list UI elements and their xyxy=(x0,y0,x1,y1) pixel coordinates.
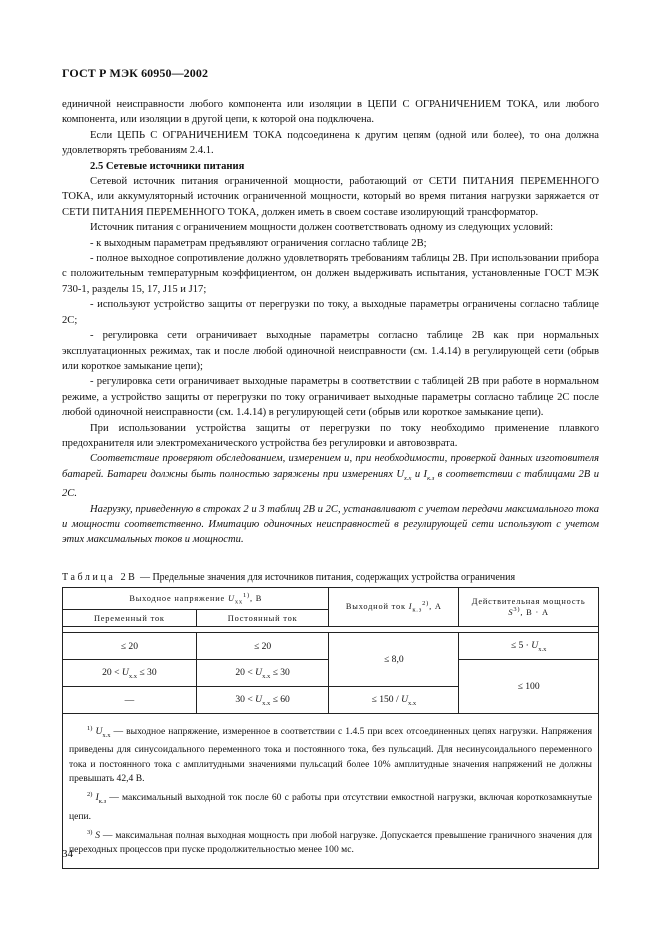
footnote-number: 3) xyxy=(87,828,93,836)
symbol: U xyxy=(121,666,129,678)
subscript: хх xyxy=(234,598,243,606)
subscript: х.х xyxy=(408,699,417,707)
symbol: U xyxy=(396,468,404,480)
cell-dc: ≤ 20 xyxy=(196,633,329,660)
header-voltage xyxy=(63,588,329,610)
footnote-ref: 1) xyxy=(242,591,250,599)
cell-text: ≤ 30 xyxy=(136,666,157,678)
footnote-text: — максимальная полная выходная мощность при любой нагрузке. Допускается превышение граничного значения для переходных процессов при пуске продолжительностью менее 100 мс. xyxy=(69,830,592,856)
cell-text: ≤ 60 xyxy=(270,693,290,705)
section-heading: 2.5 Сетевые источники питания xyxy=(90,160,245,172)
list-item: - регулировка сети ограничивает выходные параметры согласно таблице 2В как при нормальных эксплуатационных режимах, так и после любой одиночной неисправности (см. 1.4.14) в регулирующей сети (обрыв или короткое замыкание цепи); xyxy=(62,330,599,372)
footnote xyxy=(69,826,592,858)
cell-text: 20 < xyxy=(235,666,256,678)
symbol: I xyxy=(95,792,99,804)
header-text: Действительная мощность xyxy=(471,597,586,607)
subscript: к.з xyxy=(412,606,423,614)
body-text xyxy=(62,97,599,548)
symbol: U xyxy=(227,593,235,603)
cell-ac xyxy=(63,660,197,687)
table-notes-row xyxy=(63,714,599,869)
cell-ac: — xyxy=(63,687,197,714)
symbol: I xyxy=(423,468,428,480)
symbol: U xyxy=(255,666,263,678)
list-item: - регулировка сети ограничивает выходные параметры в соответствии с таблицей 2В при работе в нормальном режиме, а устройство защиты от перегрузки по току ограничивает выходные параметры согласно таблице 2С после любой одиночной неисправности (см. 1.4.14) в регулирующей сети (обрыв или короткое замыкание цепи). xyxy=(62,376,599,419)
footnote-ref: 3) xyxy=(513,606,521,614)
cell-text: ≤ 5 · xyxy=(510,639,532,651)
text-run: Соответствие проверяют обследованием, измерением и, при необходимости, проверкой данных изготовителя батарей. Батареи должны быть полностью заряжены при измерениях xyxy=(62,453,599,480)
paragraph: При использовании устройства защиты от перегрузки по току необходимо применение плавкого предохранителя или электромеханического устройства без регулировки и автовозврата. xyxy=(62,422,599,449)
paragraph: Сетевой источник питания ограниченной мощности, работающий от СЕТИ ПИТАНИЯ ПЕРЕМЕННОГО ТОКА, или аккумуляторный источник ограниченной мощности, который во время питания нагрузки заряжается от СЕТИ ПИТАНИЯ ПЕРЕМЕННОГО ТОКА, должен иметь в своем составе изолирующий трансформатор. xyxy=(62,176,599,218)
unit: , А xyxy=(429,602,442,612)
subscript: х.х xyxy=(262,699,271,707)
subscript: х.х xyxy=(538,645,547,653)
cell-dc xyxy=(196,687,329,714)
paragraph: Источник питания с ограничением мощности должен соответствовать одному из следующих условий: xyxy=(90,222,554,234)
cell-text: ≤ 30 xyxy=(270,666,290,678)
symbol: U xyxy=(531,639,539,651)
subscript: х.х xyxy=(102,732,111,740)
compliance-paragraph: Нагрузку, приведенную в строках 2 и 3 таблиц 2В и 2С, устанавливают с учетом передачи максимального тока и мощности соответственно. Имитацию одиночных неисправностей в регулирующей сети используют с учетом этих максимальных токов и мощности. xyxy=(62,503,599,546)
footnote-text: — выходное напряжение, измеренное в соответствии с 1.4.5 при всех отсоединенных цепях нагрузки. Напряжения приведены для синусоидального переменного тока и постоянного тока, без пульсаций. Для несинусоидального переменного тока и постоянного тока с амплитудными значениями пульсаций более 10% амплитудные значения напряжений не должны превышать 42,4 В. xyxy=(69,726,592,784)
symbol: U xyxy=(401,693,408,705)
symbol: U xyxy=(95,726,103,738)
table-notes xyxy=(63,714,599,869)
paragraph: Если ЦЕПЬ С ОГРАНИЧЕНИЕМ ТОКА подсоединена к другим цепям (одной или более), то она должна удовлетворять требованиям 2.4.1. xyxy=(62,129,599,157)
subscript: х.х xyxy=(128,672,137,680)
text-run: в соответствии с таблицами 2В и 2С. xyxy=(62,468,599,500)
cell-dc xyxy=(196,660,329,687)
footnote-number: 2) xyxy=(87,791,93,799)
footnote-number: 1) xyxy=(87,725,93,732)
footnote xyxy=(69,722,592,786)
subscript: х.х xyxy=(404,474,412,482)
text-run: и xyxy=(411,468,424,480)
cell-text: 30 < xyxy=(235,693,256,705)
table-label: Таблица 2В xyxy=(62,572,138,583)
cell-current: ≤ 8,0 xyxy=(329,633,459,687)
list-item: - используют устройство защиты от перегрузки по току, а выходные параметры ограничены согласно таблице 2С; xyxy=(62,299,599,326)
table-caption-text: — Предельные значения для источников питания, содержащих устройства ограничения xyxy=(137,572,516,583)
table-header-row xyxy=(63,588,599,610)
table-caption xyxy=(62,571,602,584)
subscript: к.з xyxy=(427,474,435,482)
subscript: к.з xyxy=(98,798,107,806)
subscript: х.х xyxy=(262,672,271,680)
footnote-ref: 2) xyxy=(422,600,430,608)
footnote xyxy=(69,788,592,824)
symbol: I xyxy=(408,602,413,612)
cell-text: ≤ 150 / xyxy=(371,693,402,705)
symbol: S xyxy=(508,607,514,617)
paragraph: единичной неисправности любого компонента или изоляции в ЦЕПИ С ОГРАНИЧЕНИЕМ ТОКА, или любого компонента, или изоляции в другой цепи, к которой она подключена. xyxy=(62,99,599,126)
header-current xyxy=(329,588,459,627)
limits-table xyxy=(62,587,599,869)
header-text: Выходное напряжение xyxy=(129,593,228,603)
cell-ac: ≤ 20 xyxy=(63,633,197,660)
cell-power xyxy=(459,633,599,660)
cell-text: 20 < xyxy=(102,666,122,678)
symbol: U xyxy=(255,693,263,705)
list-item: - полное выходное сопротивление должно удовлетворять требованиям таблицы 2В. При использовании прибора с положительным температурным коэффициентом, он должен выдерживать испытания, установленные ГОСТ МЭК 730-1, разделы 15, 17, J15 и J17; xyxy=(62,253,599,295)
cell-power: ≤ 100 xyxy=(459,660,599,714)
page-header: ГОСТ Р МЭК 60950—2002 xyxy=(62,66,209,80)
header-text: Выходной ток xyxy=(345,602,409,612)
compliance-paragraph xyxy=(62,451,599,501)
unit: , В · А xyxy=(520,607,549,617)
header-power xyxy=(459,588,599,627)
unit: , В xyxy=(249,593,263,603)
symbol: S xyxy=(95,830,101,842)
list-item: - к выходным параметрам предъявляют ограничения согласно таблице 2В; xyxy=(90,237,427,249)
footnote-text: — максимальный выходной ток после 60 с работы при отсутствии емкостной нагрузки, включая короткозамкнутые цепи. xyxy=(69,792,592,822)
header-ac: Переменный ток xyxy=(63,610,197,627)
table-row xyxy=(63,633,599,660)
page-number: 34 xyxy=(62,848,73,860)
cell-current xyxy=(329,687,459,714)
header-dc: Постоянный ток xyxy=(196,610,329,627)
